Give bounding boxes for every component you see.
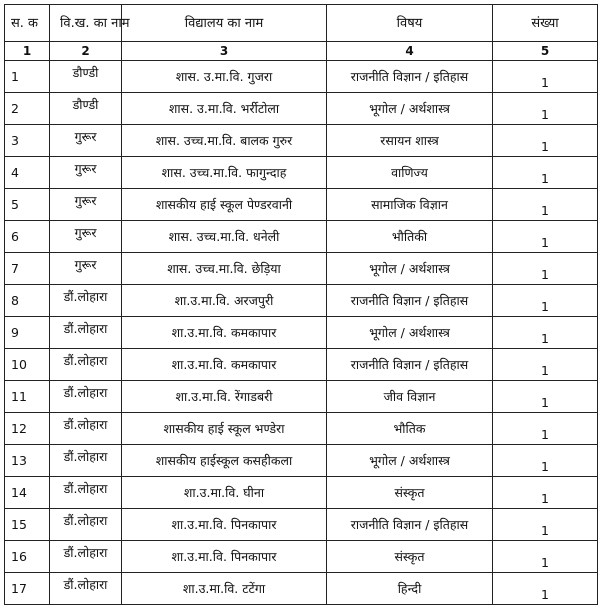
school-name-cell: शासकीय हाई स्कूल पेण्डरवानी bbox=[122, 189, 327, 221]
serial-cell: 4 bbox=[5, 157, 50, 189]
subject-cell: रसायन शास्त्र bbox=[327, 125, 493, 157]
table-row bbox=[5, 221, 598, 253]
block-name-cell: डौं.लोहारा bbox=[50, 285, 122, 317]
count-cell: 1 bbox=[493, 189, 598, 221]
block-name-cell: डौं.लोहारा bbox=[50, 509, 122, 541]
table-row bbox=[5, 477, 598, 509]
school-name-cell: शा.उ.मा.वि. कमकापार bbox=[122, 349, 327, 381]
school-name-cell: शा.उ.मा.वि. पिनकापार bbox=[122, 509, 327, 541]
count-cell: 1 bbox=[493, 285, 598, 317]
table-row bbox=[5, 541, 598, 573]
header-school: विद्यालय का नाम bbox=[122, 5, 327, 42]
count-cell: 1 bbox=[493, 221, 598, 253]
count-cell: 1 bbox=[493, 253, 598, 285]
table-row bbox=[5, 573, 598, 605]
column-number: 4 bbox=[327, 42, 493, 61]
count-cell: 1 bbox=[493, 413, 598, 445]
subject-cell: राजनीति विज्ञान / इतिहास bbox=[327, 509, 493, 541]
header-row bbox=[5, 5, 598, 42]
vacancy-table-sheet bbox=[4, 4, 597, 605]
subject-cell: भूगोल / अर्थशास्त्र bbox=[327, 317, 493, 349]
serial-cell: 6 bbox=[5, 221, 50, 253]
school-name-cell: शा.उ.मा.वि. टटेंगा bbox=[122, 573, 327, 605]
school-name-cell: शास. उच्च.मा.वि. धनेली bbox=[122, 221, 327, 253]
count-cell: 1 bbox=[493, 349, 598, 381]
subject-cell: राजनीति विज्ञान / इतिहास bbox=[327, 285, 493, 317]
count-cell: 1 bbox=[493, 445, 598, 477]
subject-cell: राजनीति विज्ञान / इतिहास bbox=[327, 61, 493, 93]
count-cell: 1 bbox=[493, 93, 598, 125]
count-cell: 1 bbox=[493, 381, 598, 413]
table-row bbox=[5, 509, 598, 541]
block-name-cell: डौण्डी bbox=[50, 61, 122, 93]
block-name-cell: डौं.लोहारा bbox=[50, 573, 122, 605]
block-name-cell: गुरूर bbox=[50, 221, 122, 253]
serial-cell: 10 bbox=[5, 349, 50, 381]
block-name-cell: डौं.लोहारा bbox=[50, 541, 122, 573]
school-name-cell: शा.उ.मा.वि. पिनकापार bbox=[122, 541, 327, 573]
table-row bbox=[5, 125, 598, 157]
table-row bbox=[5, 189, 598, 221]
table-row bbox=[5, 61, 598, 93]
school-name-cell: शास. उच्च.मा.वि. बालक गुरुर bbox=[122, 125, 327, 157]
header-subject: विषय bbox=[327, 5, 493, 42]
school-name-cell: शास. उच्च.मा.वि. छेड़िया bbox=[122, 253, 327, 285]
header-block: वि.ख. का नाम bbox=[50, 5, 122, 42]
serial-cell: 15 bbox=[5, 509, 50, 541]
count-cell: 1 bbox=[493, 477, 598, 509]
serial-cell: 16 bbox=[5, 541, 50, 573]
table-row bbox=[5, 381, 598, 413]
count-cell: 1 bbox=[493, 573, 598, 605]
serial-cell: 13 bbox=[5, 445, 50, 477]
serial-cell: 12 bbox=[5, 413, 50, 445]
block-name-cell: डौं.लोहारा bbox=[50, 317, 122, 349]
subject-cell: जीव विज्ञान bbox=[327, 381, 493, 413]
count-cell: 1 bbox=[493, 317, 598, 349]
block-name-cell: डौण्डी bbox=[50, 93, 122, 125]
subject-cell: सामाजिक विज्ञान bbox=[327, 189, 493, 221]
serial-cell: 5 bbox=[5, 189, 50, 221]
serial-cell: 3 bbox=[5, 125, 50, 157]
serial-cell: 2 bbox=[5, 93, 50, 125]
school-name-cell: शा.उ.मा.वि. रेंगाडबरी bbox=[122, 381, 327, 413]
school-name-cell: शास. उ.मा.वि. भर्रीटोला bbox=[122, 93, 327, 125]
serial-cell: 17 bbox=[5, 573, 50, 605]
school-name-cell: शासकीय हाई स्कूल भण्डेरा bbox=[122, 413, 327, 445]
count-cell: 1 bbox=[493, 541, 598, 573]
count-cell: 1 bbox=[493, 157, 598, 189]
header-count: संख्या bbox=[493, 5, 598, 42]
school-name-cell: शा.उ.मा.वि. अरजपुरी bbox=[122, 285, 327, 317]
block-name-cell: गुरूर bbox=[50, 125, 122, 157]
table-row bbox=[5, 445, 598, 477]
vacancy-table bbox=[4, 4, 598, 605]
block-name-cell: डौं.लोहारा bbox=[50, 381, 122, 413]
serial-cell: 14 bbox=[5, 477, 50, 509]
subject-cell: भूगोल / अर्थशास्त्र bbox=[327, 445, 493, 477]
school-name-cell: शास. उच्च.मा.वि. फागुन्दाह bbox=[122, 157, 327, 189]
table-row bbox=[5, 349, 598, 381]
column-number: 3 bbox=[122, 42, 327, 61]
block-name-cell: गुरूर bbox=[50, 189, 122, 221]
serial-cell: 7 bbox=[5, 253, 50, 285]
school-name-cell: शा.उ.मा.वि. कमकापार bbox=[122, 317, 327, 349]
block-name-cell: डौं.लोहारा bbox=[50, 413, 122, 445]
subject-cell: हिन्दी bbox=[327, 573, 493, 605]
block-name-cell: डौं.लोहारा bbox=[50, 349, 122, 381]
column-number: 1 bbox=[5, 42, 50, 61]
column-number: 5 bbox=[493, 42, 598, 61]
serial-cell: 11 bbox=[5, 381, 50, 413]
table-row bbox=[5, 413, 598, 445]
count-cell: 1 bbox=[493, 61, 598, 93]
school-name-cell: शास. उ.मा.वि. गुजरा bbox=[122, 61, 327, 93]
subject-cell: संस्कृत bbox=[327, 541, 493, 573]
column-number: 2 bbox=[50, 42, 122, 61]
table-body bbox=[5, 61, 598, 605]
block-name-cell: गुरूर bbox=[50, 157, 122, 189]
block-name-cell: डौं.लोहारा bbox=[50, 477, 122, 509]
subject-cell: भूगोल / अर्थशास्त्र bbox=[327, 253, 493, 285]
serial-cell: 9 bbox=[5, 317, 50, 349]
subject-cell: राजनीति विज्ञान / इतिहास bbox=[327, 349, 493, 381]
block-name-cell: डौं.लोहारा bbox=[50, 445, 122, 477]
table-row bbox=[5, 317, 598, 349]
subject-cell: भौतिकी bbox=[327, 221, 493, 253]
count-cell: 1 bbox=[493, 125, 598, 157]
serial-cell: 8 bbox=[5, 285, 50, 317]
serial-cell: 1 bbox=[5, 61, 50, 93]
table-row bbox=[5, 157, 598, 189]
subject-cell: भूगोल / अर्थशास्त्र bbox=[327, 93, 493, 125]
table-row bbox=[5, 253, 598, 285]
count-cell: 1 bbox=[493, 509, 598, 541]
subject-cell: संस्कृत bbox=[327, 477, 493, 509]
table-row bbox=[5, 285, 598, 317]
column-number-row bbox=[5, 42, 598, 61]
school-name-cell: शासकीय हाईस्कूल कसहीकला bbox=[122, 445, 327, 477]
header-serial: स. क bbox=[5, 5, 50, 42]
subject-cell: भौतिक bbox=[327, 413, 493, 445]
school-name-cell: शा.उ.मा.वि. घीना bbox=[122, 477, 327, 509]
block-name-cell: गुरूर bbox=[50, 253, 122, 285]
table-row bbox=[5, 93, 598, 125]
subject-cell: वाणिज्य bbox=[327, 157, 493, 189]
